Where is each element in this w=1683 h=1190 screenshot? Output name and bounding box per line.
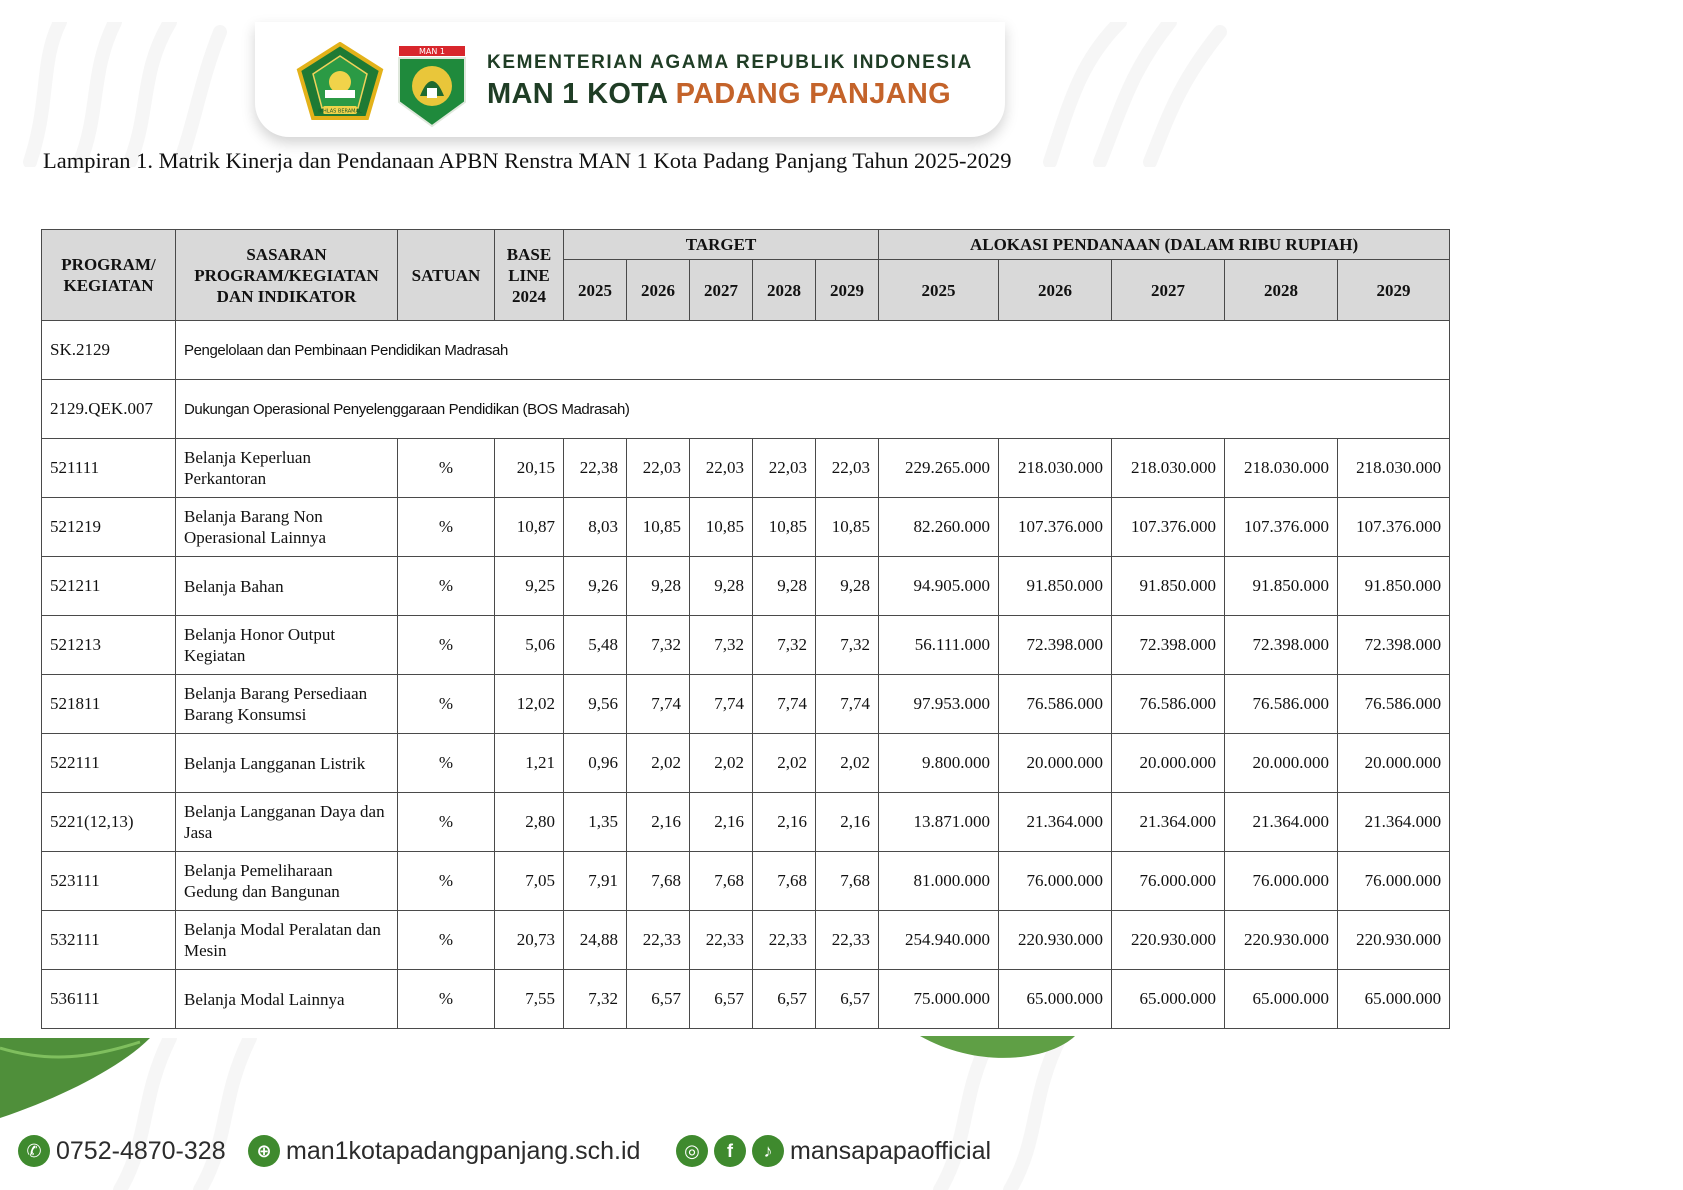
- allocation-value: 97.953.000: [879, 675, 999, 734]
- target-value: 2,02: [816, 734, 879, 793]
- letterhead: [255, 22, 1005, 137]
- performance-funding-matrix: [41, 229, 1450, 1029]
- man1-logo-label: MAN 1: [419, 47, 445, 56]
- unit: %: [398, 734, 495, 793]
- unit: %: [398, 675, 495, 734]
- allocation-value: 220.930.000: [1338, 911, 1450, 970]
- allocation-value: 21.364.000: [1112, 793, 1225, 852]
- header-target-year: 2027: [690, 260, 753, 321]
- allocation-value: 76.586.000: [1112, 675, 1225, 734]
- account-code: 5221(12,13): [42, 793, 176, 852]
- allocation-value: 9.800.000: [879, 734, 999, 793]
- allocation-value: 218.030.000: [1338, 439, 1450, 498]
- indicator-name: Belanja Langganan Listrik: [176, 734, 398, 793]
- allocation-value: 72.398.000: [1112, 616, 1225, 675]
- allocation-value: 13.871.000: [879, 793, 999, 852]
- allocation-value: 94.905.000: [879, 557, 999, 616]
- target-value: 7,68: [690, 852, 753, 911]
- account-code: 521811: [42, 675, 176, 734]
- tiktok-icon: ♪: [752, 1135, 784, 1167]
- target-value: 22,03: [816, 439, 879, 498]
- account-code: 522111: [42, 734, 176, 793]
- target-value: 22,33: [627, 911, 690, 970]
- unit: %: [398, 616, 495, 675]
- allocation-value: 76.586.000: [999, 675, 1112, 734]
- allocation-value: 20.000.000: [1225, 734, 1338, 793]
- allocation-value: 91.850.000: [1225, 557, 1338, 616]
- allocation-value: 91.850.000: [999, 557, 1112, 616]
- school-name-accent: PADANG PANJANG: [675, 78, 952, 110]
- target-value: 7,68: [753, 852, 816, 911]
- allocation-value: 91.850.000: [1112, 557, 1225, 616]
- indicator-name: Belanja Modal Peralatan dan Mesin: [176, 911, 398, 970]
- allocation-value: 65.000.000: [999, 970, 1112, 1029]
- allocation-value: 229.265.000: [879, 439, 999, 498]
- target-value: 7,91: [564, 852, 627, 911]
- target-value: 6,57: [816, 970, 879, 1029]
- target-value: 9,28: [753, 557, 816, 616]
- allocation-value: 81.000.000: [879, 852, 999, 911]
- baseline-value: 9,25: [495, 557, 564, 616]
- allocation-value: 218.030.000: [1225, 439, 1338, 498]
- header-alokasi-year: 2027: [1112, 260, 1225, 321]
- footer-phone[interactable]: [18, 1135, 226, 1167]
- allocation-value: 20.000.000: [1338, 734, 1450, 793]
- unit: %: [398, 498, 495, 557]
- header-alokasi-year: 2028: [1225, 260, 1338, 321]
- allocation-value: 107.376.000: [999, 498, 1112, 557]
- phone-icon: ✆: [18, 1135, 50, 1167]
- table-row: [42, 911, 1450, 970]
- header-alokasi-year: 2026: [999, 260, 1112, 321]
- target-value: 7,74: [816, 675, 879, 734]
- allocation-value: 65.000.000: [1112, 970, 1225, 1029]
- table-row: [42, 734, 1450, 793]
- table-row: [42, 498, 1450, 557]
- kemenag-logo-motto: IKHLAS BERAMAL: [318, 108, 362, 115]
- allocation-value: 76.586.000: [1225, 675, 1338, 734]
- program-code: 2129.QEK.007: [42, 380, 176, 439]
- target-value: 2,16: [816, 793, 879, 852]
- allocation-value: 218.030.000: [999, 439, 1112, 498]
- unit: %: [398, 852, 495, 911]
- unit: %: [398, 911, 495, 970]
- allocation-value: 76.000.000: [999, 852, 1112, 911]
- target-value: 2,16: [690, 793, 753, 852]
- allocation-value: 107.376.000: [1112, 498, 1225, 557]
- header-alokasi: ALOKASI PENDANAAN (DALAM RIBU RUPIAH): [879, 230, 1450, 260]
- header-target-year: 2026: [627, 260, 690, 321]
- target-value: 6,57: [753, 970, 816, 1029]
- target-value: 9,26: [564, 557, 627, 616]
- target-value: 7,32: [690, 616, 753, 675]
- account-code: 532111: [42, 911, 176, 970]
- allocation-value: 65.000.000: [1338, 970, 1450, 1029]
- baseline-value: 5,06: [495, 616, 564, 675]
- school-name: [487, 78, 951, 111]
- target-value: 9,28: [690, 557, 753, 616]
- footer-background-pattern: [0, 1038, 1080, 1190]
- target-value: 2,02: [690, 734, 753, 793]
- target-value: 0,96: [564, 734, 627, 793]
- target-value: 22,03: [627, 439, 690, 498]
- baseline-value: 10,87: [495, 498, 564, 557]
- target-value: 2,02: [753, 734, 816, 793]
- target-value: 22,03: [753, 439, 816, 498]
- target-value: 9,28: [816, 557, 879, 616]
- allocation-value: 72.398.000: [999, 616, 1112, 675]
- target-value: 9,28: [627, 557, 690, 616]
- program-row: [42, 321, 1450, 380]
- baseline-value: 20,73: [495, 911, 564, 970]
- table-row: [42, 793, 1450, 852]
- allocation-value: 72.398.000: [1225, 616, 1338, 675]
- target-value: 1,35: [564, 793, 627, 852]
- footer-social[interactable]: [676, 1135, 991, 1167]
- program-code: SK.2129: [42, 321, 176, 380]
- target-value: 7,68: [627, 852, 690, 911]
- allocation-value: 76.000.000: [1338, 852, 1450, 911]
- header-alokasi-year: 2029: [1338, 260, 1450, 321]
- table-row: [42, 616, 1450, 675]
- header-alokasi-year: 2025: [879, 260, 999, 321]
- target-value: 7,32: [627, 616, 690, 675]
- footer-website-text: man1kotapadangpanjang.sch.id: [286, 1136, 641, 1165]
- account-code: 521211: [42, 557, 176, 616]
- target-value: 10,85: [627, 498, 690, 557]
- allocation-value: 20.000.000: [1112, 734, 1225, 793]
- target-value: 6,57: [690, 970, 753, 1029]
- account-code: 521213: [42, 616, 176, 675]
- allocation-value: 218.030.000: [1112, 439, 1225, 498]
- allocation-value: 65.000.000: [1225, 970, 1338, 1029]
- globe-icon: ⊕: [248, 1135, 280, 1167]
- kemenag-logo: [295, 42, 385, 120]
- indicator-name: Belanja Langganan Daya dan Jasa: [176, 793, 398, 852]
- program-row: [42, 380, 1450, 439]
- target-value: 7,32: [816, 616, 879, 675]
- footer-website[interactable]: [248, 1135, 640, 1167]
- allocation-value: 76.000.000: [1225, 852, 1338, 911]
- instagram-icon: ◎: [676, 1135, 708, 1167]
- table-row: [42, 852, 1450, 911]
- allocation-value: 21.364.000: [999, 793, 1112, 852]
- indicator-name: Belanja Bahan: [176, 557, 398, 616]
- table-row: [42, 439, 1450, 498]
- header-satuan: SATUAN: [398, 230, 495, 321]
- unit: %: [398, 557, 495, 616]
- target-value: 7,68: [816, 852, 879, 911]
- target-value: 10,85: [816, 498, 879, 557]
- allocation-value: 76.586.000: [1338, 675, 1450, 734]
- indicator-name: Belanja Honor Output Kegiatan: [176, 616, 398, 675]
- table-row: [42, 675, 1450, 734]
- account-code: 521111: [42, 439, 176, 498]
- table-row: [42, 970, 1450, 1029]
- header-sasaran: SASARAN PROGRAM/KEGIATAN DAN INDIKATOR: [176, 230, 398, 321]
- header-program: PROGRAM/ KEGIATAN: [42, 230, 176, 321]
- baseline-value: 12,02: [495, 675, 564, 734]
- target-value: 24,88: [564, 911, 627, 970]
- baseline-value: 1,21: [495, 734, 564, 793]
- unit: %: [398, 439, 495, 498]
- allocation-value: 75.000.000: [879, 970, 999, 1029]
- unit: %: [398, 793, 495, 852]
- allocation-value: 107.376.000: [1338, 498, 1450, 557]
- target-value: 9,56: [564, 675, 627, 734]
- table-row: [42, 557, 1450, 616]
- allocation-value: 220.930.000: [1225, 911, 1338, 970]
- allocation-value: 220.930.000: [999, 911, 1112, 970]
- header-target-year: 2029: [816, 260, 879, 321]
- indicator-name: Belanja Pemeliharaan Gedung dan Bangunan: [176, 852, 398, 911]
- target-value: 2,16: [753, 793, 816, 852]
- program-name: Pengelolaan dan Pembinaan Pendidikan Madrasah: [176, 321, 1450, 380]
- allocation-value: 91.850.000: [1338, 557, 1450, 616]
- indicator-name: Belanja Barang Persediaan Barang Konsumsi: [176, 675, 398, 734]
- account-code: 536111: [42, 970, 176, 1029]
- facebook-icon: f: [714, 1135, 746, 1167]
- allocation-value: 56.111.000: [879, 616, 999, 675]
- allocation-value: 254.940.000: [879, 911, 999, 970]
- allocation-value: 107.376.000: [1225, 498, 1338, 557]
- leaf-decoration-right: [920, 1036, 1075, 1068]
- target-value: 2,02: [627, 734, 690, 793]
- indicator-name: Belanja Keperluan Perkantoran: [176, 439, 398, 498]
- target-value: 22,33: [690, 911, 753, 970]
- baseline-value: 7,05: [495, 852, 564, 911]
- allocation-value: 20.000.000: [999, 734, 1112, 793]
- header-baseline: BASE LINE 2024: [495, 230, 564, 321]
- header-target-year: 2028: [753, 260, 816, 321]
- account-code: 521219: [42, 498, 176, 557]
- target-value: 7,32: [564, 970, 627, 1029]
- target-value: 7,74: [753, 675, 816, 734]
- allocation-value: 21.364.000: [1338, 793, 1450, 852]
- allocation-value: 220.930.000: [1112, 911, 1225, 970]
- header-target: TARGET: [564, 230, 879, 260]
- indicator-name: Belanja Modal Lainnya: [176, 970, 398, 1029]
- ministry-name: KEMENTERIAN AGAMA REPUBLIK INDONESIA: [487, 52, 973, 73]
- target-value: 10,85: [690, 498, 753, 557]
- target-value: 6,57: [627, 970, 690, 1029]
- school-name-main: MAN 1 KOTA: [487, 78, 676, 110]
- man1-logo: [395, 44, 469, 128]
- allocation-value: 21.364.000: [1225, 793, 1338, 852]
- target-value: 7,74: [627, 675, 690, 734]
- target-value: 7,74: [690, 675, 753, 734]
- target-value: 8,03: [564, 498, 627, 557]
- baseline-value: 20,15: [495, 439, 564, 498]
- footer-social-text: mansapapaofficial: [790, 1136, 992, 1165]
- target-value: 10,85: [753, 498, 816, 557]
- header-target-year: 2025: [564, 260, 627, 321]
- target-value: 22,03: [690, 439, 753, 498]
- target-value: 7,32: [753, 616, 816, 675]
- target-value: 2,16: [627, 793, 690, 852]
- leaf-decoration-left: [0, 1038, 150, 1118]
- document-title: Lampiran 1. Matrik Kinerja dan Pendanaan APBN Renstra MAN 1 Kota Padang Panjang Tahun 2025-2029: [43, 148, 1012, 173]
- target-value: 5,48: [564, 616, 627, 675]
- unit: %: [398, 970, 495, 1029]
- target-value: 22,33: [816, 911, 879, 970]
- target-value: 22,38: [564, 439, 627, 498]
- program-name: Dukungan Operasional Penyelenggaraan Pendidikan (BOS Madrasah): [176, 380, 1450, 439]
- account-code: 523111: [42, 852, 176, 911]
- allocation-value: 82.260.000: [879, 498, 999, 557]
- baseline-value: 2,80: [495, 793, 564, 852]
- target-value: 22,33: [753, 911, 816, 970]
- footer-phone-text: 0752-4870-328: [56, 1136, 226, 1165]
- indicator-name: Belanja Barang Non Operasional Lainnya: [176, 498, 398, 557]
- allocation-value: 72.398.000: [1338, 616, 1450, 675]
- baseline-value: 7,55: [495, 970, 564, 1029]
- allocation-value: 76.000.000: [1112, 852, 1225, 911]
